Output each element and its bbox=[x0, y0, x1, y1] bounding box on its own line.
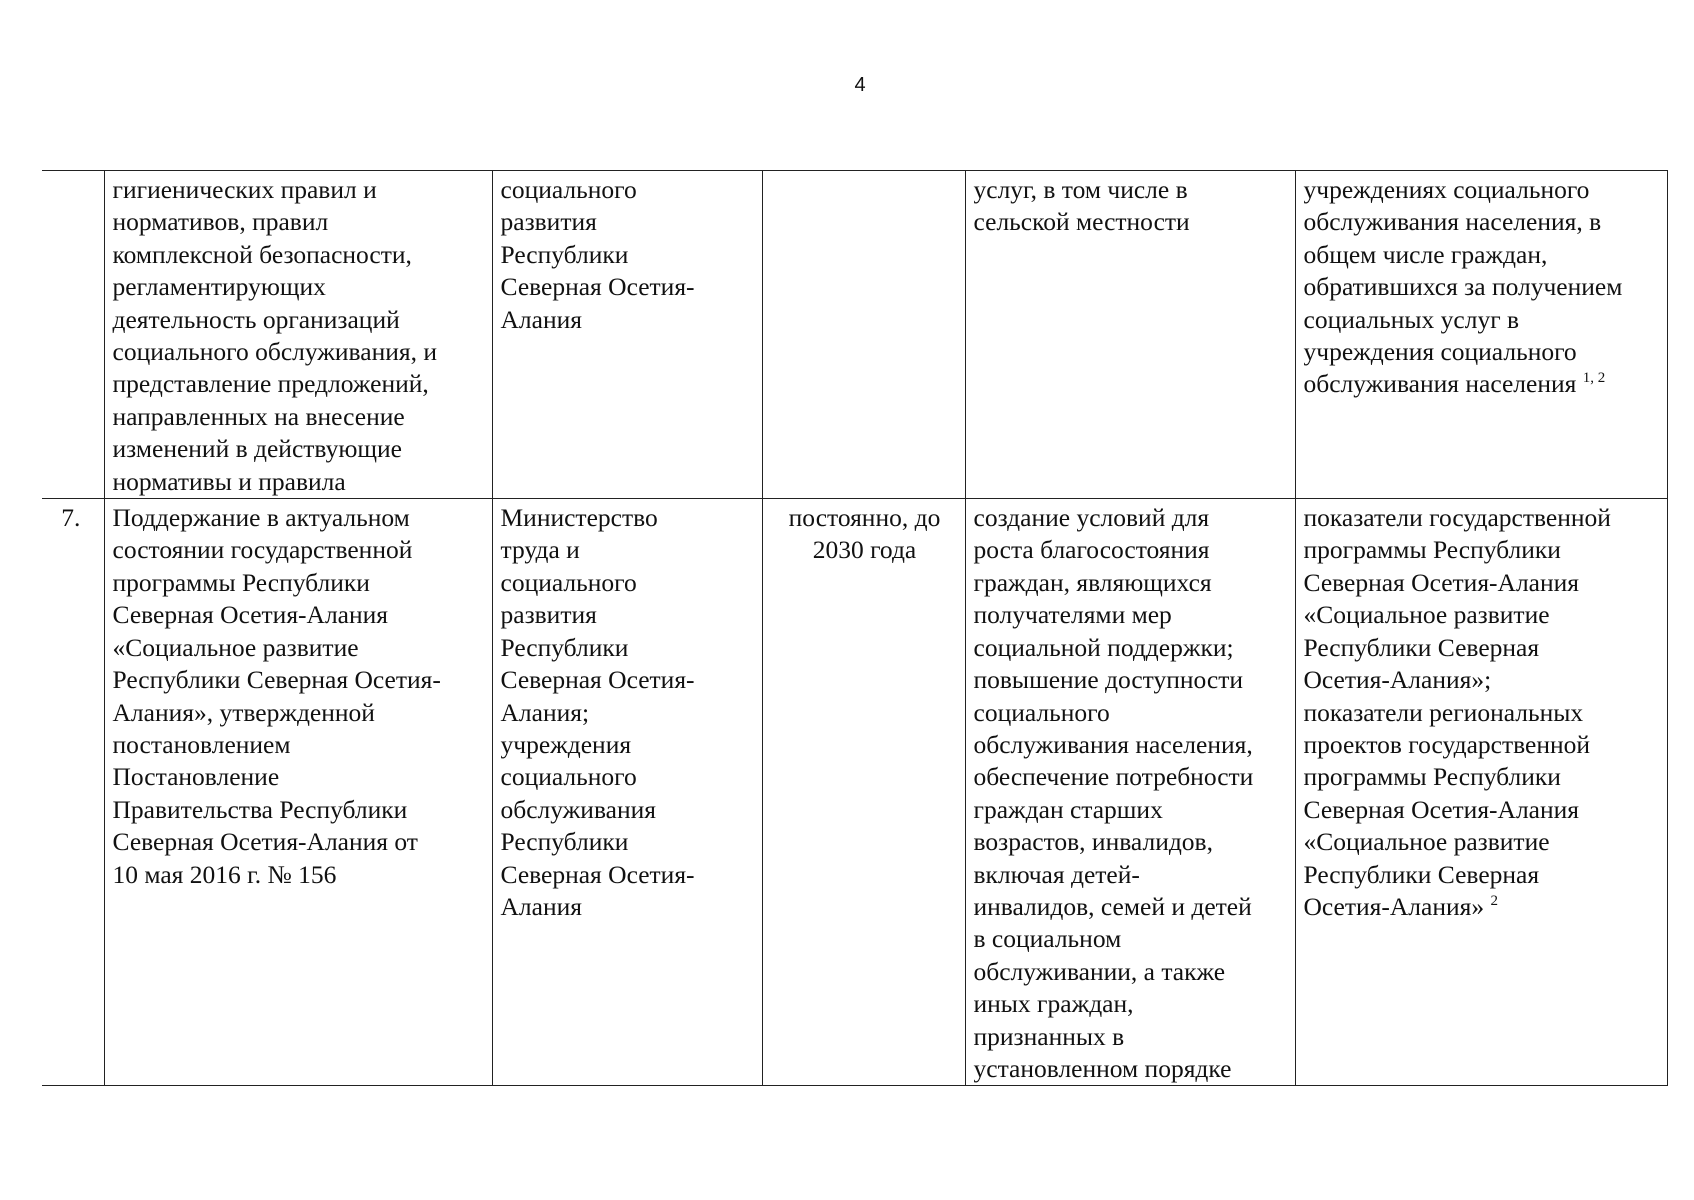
measure-cell bbox=[104, 499, 492, 1086]
measure-cell bbox=[104, 171, 492, 499]
result-text: создание условий для роста благосостояния граждан, являющихся получателями мер социальной поддержки; повышение доступности социального обслуживания населения, обеспечение потребности граждан старших возрастов, инвалидов, включая детей- инвалидов, семей и детей в социальном обслуживании, а также иных граждан, признанных в установленном порядке bbox=[973, 503, 1254, 1083]
indicators-cell bbox=[1295, 171, 1667, 499]
page-number: 4 bbox=[854, 74, 866, 96]
executors-cell bbox=[492, 171, 762, 499]
result-text: услуг, в том числе в сельской местности bbox=[973, 175, 1190, 237]
dates-text: постоянно, до 2030 года bbox=[788, 503, 941, 565]
result-cell bbox=[965, 171, 1295, 499]
dates-cell bbox=[762, 171, 965, 499]
measures-table bbox=[42, 170, 1668, 1086]
executors-text: социального развития Республики Северная Осетия- Алания bbox=[500, 175, 695, 334]
indicators-text: показатели государственной программы Республики Северная Осетия-Алания «Социальное развитие Республики Северная Осетия-Алания»; показатели региональных проектов государственной программы Республики Северная Осетия-Алания «Социальное развитие Республики Северная Осетия-Алания» bbox=[1303, 503, 1611, 921]
measure-text: гигиенических правил и нормативов, правил комплексной безопасности, регламентирующих деятельность организаций социального обслуживания, и представление предложений, направленных на внесение изменений в действующие нормативы и правила bbox=[112, 175, 437, 496]
row-number: 7. bbox=[61, 503, 81, 533]
indicators-cell bbox=[1295, 499, 1667, 1086]
dates-cell bbox=[762, 499, 965, 1086]
executors-text: Министерство труда и социального развития Республики Северная Осетия- Алания; учреждения социального обслуживания Республики Северная Осетия- Алания bbox=[500, 503, 695, 921]
footnote-marker: 1, 2 bbox=[1582, 370, 1606, 387]
indicators-text: учреждениях социального обслуживания населения, в общем числе граждан, обратившихся за получением социальных услуг в учреждения социального обслуживания населения bbox=[1303, 175, 1623, 399]
executors-cell bbox=[492, 499, 762, 1086]
row-number-cell bbox=[42, 499, 104, 1086]
row-number-cell bbox=[42, 171, 104, 499]
table-row bbox=[42, 171, 1667, 499]
measure-text: Поддержание в актуальном состоянии государственной программы Республики Северная Осетия-Алания «Социальное развитие Республики Северная Осетия- Алания», утвержденной постановлением Постановление Правительства Республики Северная Осетия-Алания от 10 мая 2016 г. № 156 bbox=[112, 503, 441, 889]
footnote-marker: 2 bbox=[1490, 892, 1498, 909]
result-cell bbox=[965, 499, 1295, 1086]
table-row bbox=[42, 499, 1667, 1086]
